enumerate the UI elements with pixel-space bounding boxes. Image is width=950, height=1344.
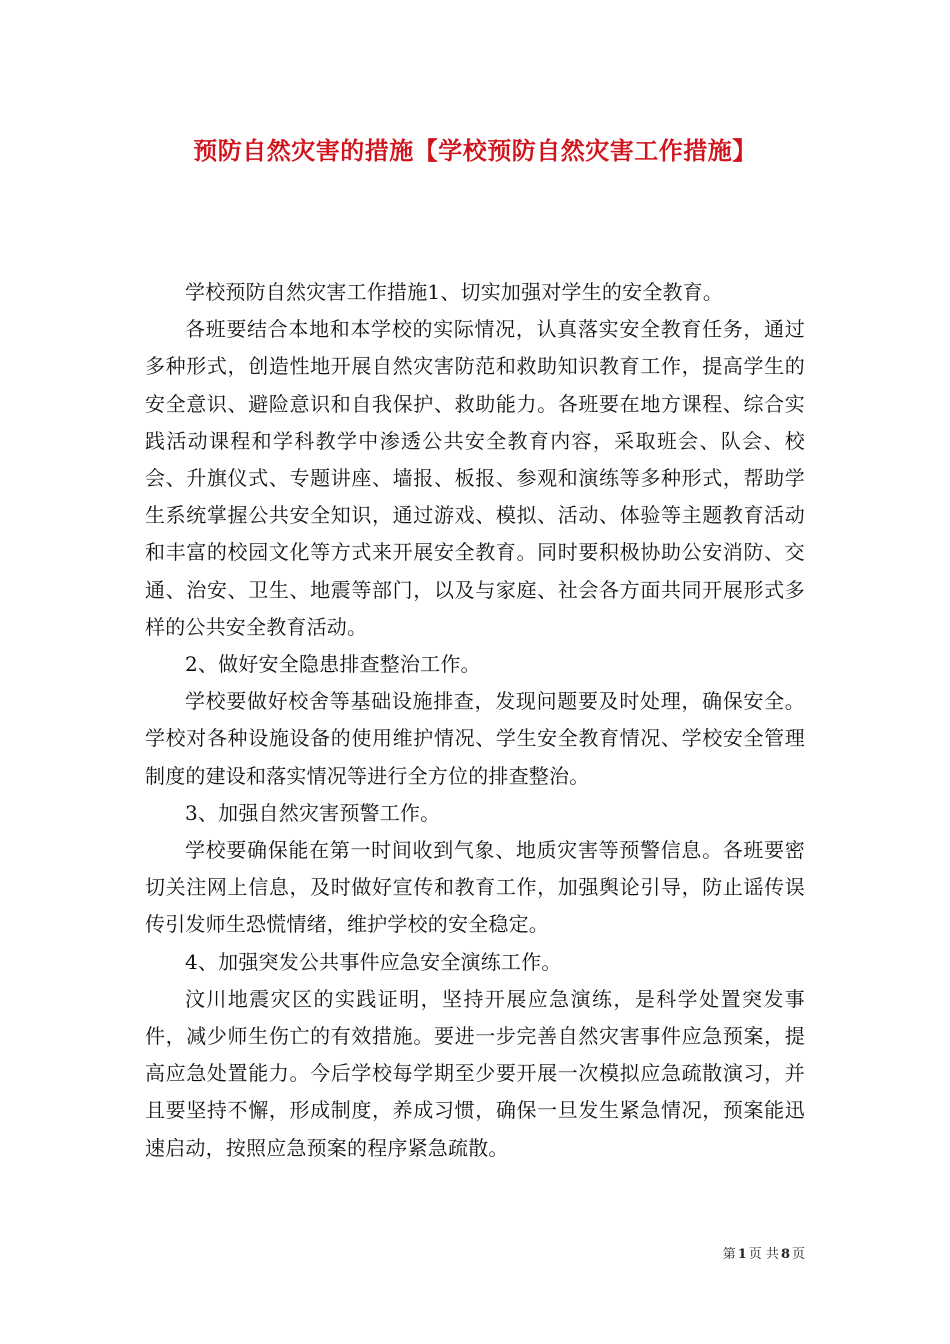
document-title: 预防自然灾害的措施【学校预防自然灾害工作措施】 <box>193 136 757 165</box>
current-page-number: 1 <box>737 1247 747 1262</box>
footer-middle: 页 共 <box>748 1247 779 1262</box>
paragraph: 4、加强突发公共事件应急安全演练工作。 <box>185 949 562 974</box>
paragraph: 汶川地震灾区的实践证明，坚持开展应急演练，是科学处置突发事件，减少师生伤亡的有效措施。要进一步完善自然灾害事件应急预案，提高应急处置能力。今后学校每学期至少要开展一次模拟应急疏散演习，并且要坚持不懈，形成制度，养成习惯，确保一旦发生紧急情况，预案能迅速启动，按照应急预案的程序紧急疏散。 <box>145 986 805 1160</box>
paragraph: 学校要做好校舍等基础设施排查，发现问题要及时处理，确保安全。学校对各种设施设备的使用维护情况、学生安全教育情况、学校安全管理制度的建设和落实情况等进行全方位的排查整治。 <box>145 689 805 788</box>
paragraph: 各班要结合本地和本学校的实际情况，认真落实安全教育任务，通过多种形式，创造性地开展自然灾害防范和救助知识教育工作，提高学生的安全意识、避险意识和自我保护、救助能力。各班要在地方课程、综合实践活动课程和学科教学中渗透公共安全教育内容，采取班会、队会、校会、升旗仪式、专题讲座、墙报、板报、参观和演练等多种形式，帮助学生系统掌握公共安全知识，通过游戏、模拟、活动、体验等主题教育活动和丰富的校园文化等方式来开展安全教育。同时要积极协助公安消防、交通、治安、卫生、地震等部门，以及与家庭、社会各方面共同开展形式多样的公共安全教育活动。 <box>145 317 805 639</box>
paragraph: 2、做好安全隐患排查整治工作。 <box>185 652 481 677</box>
paragraph: 学校预防自然灾害工作措施1、切实加强对学生的安全教育。 <box>185 280 724 304</box>
paragraph: 3、加强自然灾害预警工作。 <box>185 800 441 825</box>
page-footer <box>0 1246 805 1264</box>
paragraph: 学校要确保能在第一时间收到气象、地质灾害等预警信息。各班要密切关注网上信息，及时做好宣传和教育工作，加强舆论引导，防止谣传误传引发师生恐慌情绪，维护学校的安全稳定。 <box>145 838 805 937</box>
document-body <box>145 274 805 1167</box>
total-pages-number: 8 <box>780 1247 790 1262</box>
footer-suffix: 页 <box>791 1247 805 1262</box>
footer-prefix: 第 <box>722 1247 736 1262</box>
